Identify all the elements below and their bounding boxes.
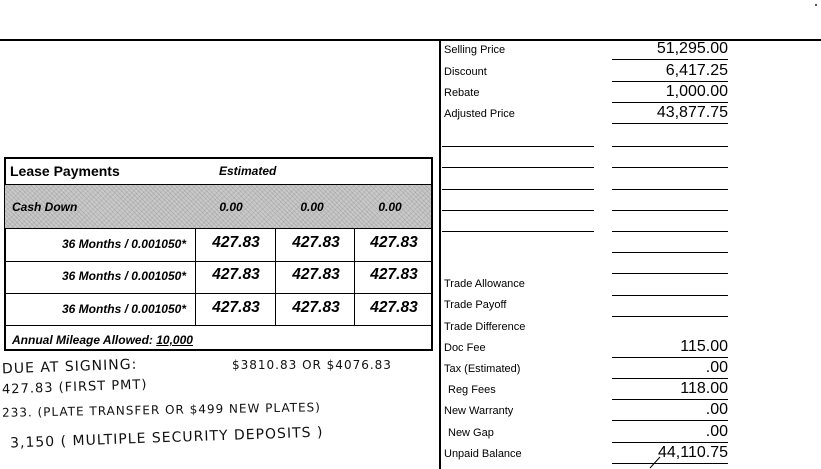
blank-value-line bbox=[612, 167, 728, 168]
lease-row-rule bbox=[5, 325, 431, 326]
handwritten-amounts: $3810.83 OR $4076.83 bbox=[232, 358, 392, 372]
trade-payoff-label: Trade Payoff bbox=[444, 299, 507, 311]
adjusted-price-label: Adjusted Price bbox=[444, 108, 515, 120]
cash-down-label: Cash Down bbox=[12, 200, 78, 214]
handwritten-security-deposits: 3,150 ( MULTIPLE SECURITY DEPOSITS ) bbox=[9, 424, 324, 452]
rebate-label: Rebate bbox=[444, 87, 480, 99]
lease-payment: 427.83 bbox=[292, 266, 340, 283]
reg-fees-underline bbox=[612, 399, 728, 400]
trade-allowance-label: Trade Allowance bbox=[444, 278, 525, 290]
rebate-underline bbox=[612, 102, 728, 103]
lease-payment: 427.83 bbox=[212, 234, 260, 251]
reg-fees-value: 118.00 bbox=[680, 380, 728, 397]
blank-line bbox=[442, 231, 594, 232]
blank-line bbox=[442, 167, 594, 168]
lease-payment: 427.83 bbox=[370, 266, 418, 283]
handwritten-due-at-signing: DUE AT SIGNING: bbox=[1, 356, 138, 378]
trade-difference-underline bbox=[612, 316, 728, 317]
discount-value: 6,417.25 bbox=[665, 62, 728, 79]
lease-term: 36 Months / 0.001050* bbox=[61, 302, 186, 316]
cash-down-rule bbox=[5, 228, 431, 229]
blank-value-line bbox=[612, 146, 728, 147]
lease-payment: 427.83 bbox=[292, 234, 340, 251]
rebate-value: 1,000.00 bbox=[665, 83, 728, 100]
mileage-allowed bbox=[12, 333, 193, 347]
blank-value-line bbox=[612, 231, 728, 232]
cash-down-value-3: 0.00 bbox=[378, 200, 402, 214]
new-gap-value: .00 bbox=[705, 423, 728, 440]
tax-value: .00 bbox=[705, 359, 728, 376]
adjusted-price-underline bbox=[612, 123, 728, 124]
doc-fee-label: Doc Fee bbox=[444, 342, 486, 354]
new-gap-underline bbox=[612, 442, 728, 443]
top-rule bbox=[0, 39, 441, 41]
doc-fee-value: 115.00 bbox=[680, 338, 728, 355]
mileage-value: 10,000 bbox=[156, 333, 193, 347]
lease-payment: 427.83 bbox=[212, 266, 260, 283]
lease-payment: 427.83 bbox=[370, 234, 418, 251]
mileage-label: Annual Mileage Allowed: bbox=[12, 333, 153, 347]
selling-price-label: Selling Price bbox=[444, 44, 506, 56]
lease-col-rule bbox=[195, 228, 196, 325]
blank-value-line bbox=[612, 210, 728, 211]
lease-payment: 427.83 bbox=[370, 299, 418, 316]
lease-col-rule bbox=[354, 228, 355, 325]
unpaid-balance-underline bbox=[612, 463, 728, 464]
blank-line bbox=[442, 146, 594, 147]
new-gap-label: New Gap bbox=[448, 427, 494, 439]
trade-difference-label: Trade Difference bbox=[444, 321, 526, 333]
tax-underline bbox=[612, 378, 728, 379]
cash-down-value-1: 0.00 bbox=[219, 200, 243, 214]
estimated-label: Estimated bbox=[219, 164, 277, 178]
lease-col-rule bbox=[275, 228, 276, 325]
blank-value-line bbox=[612, 189, 728, 190]
discount-underline bbox=[612, 81, 728, 82]
selling-price-underline bbox=[612, 59, 728, 60]
new-warranty-value: .00 bbox=[705, 401, 728, 418]
selling-price-value: 51,295.00 bbox=[656, 40, 728, 57]
doc-fee-underline bbox=[612, 357, 728, 358]
blank-line bbox=[442, 210, 594, 211]
new-warranty-label: New Warranty bbox=[444, 405, 514, 417]
pen-mark bbox=[648, 455, 668, 469]
column-divider bbox=[439, 39, 441, 469]
trade-allowance-underline bbox=[612, 273, 728, 274]
tax-label: Tax (Estimated) bbox=[444, 363, 521, 375]
lease-payment: 427.83 bbox=[212, 299, 260, 316]
handwritten-first-payment: 427.83 (FIRST PMT) bbox=[1, 377, 148, 398]
lease-title: Lease Payments bbox=[10, 163, 120, 179]
blank-value-line bbox=[612, 252, 728, 253]
lease-payment: 427.83 bbox=[292, 299, 340, 316]
discount-label: Discount bbox=[444, 66, 487, 78]
new-warranty-underline bbox=[612, 420, 728, 421]
trade-payoff-underline bbox=[612, 295, 728, 296]
unpaid-balance-value: 44,110.75 bbox=[658, 444, 728, 461]
handwritten-plate-fees: 233. (PLATE TRANSFER OR $499 NEW PLATES) bbox=[1, 400, 322, 420]
lease-term: 36 Months / 0.001050* bbox=[61, 237, 186, 251]
reg-fees-label: Reg Fees bbox=[448, 384, 496, 396]
unpaid-balance-label: Unpaid Balance bbox=[444, 448, 522, 460]
adjusted-price-value: 43,877.75 bbox=[656, 104, 728, 121]
lease-term: 36 Months / 0.001050* bbox=[61, 269, 186, 283]
lease-row-rule bbox=[5, 293, 431, 294]
cash-down-value-2: 0.00 bbox=[300, 200, 324, 214]
lease-row-rule bbox=[5, 261, 431, 262]
corner-dot bbox=[815, 4, 817, 6]
blank-line bbox=[442, 189, 594, 190]
